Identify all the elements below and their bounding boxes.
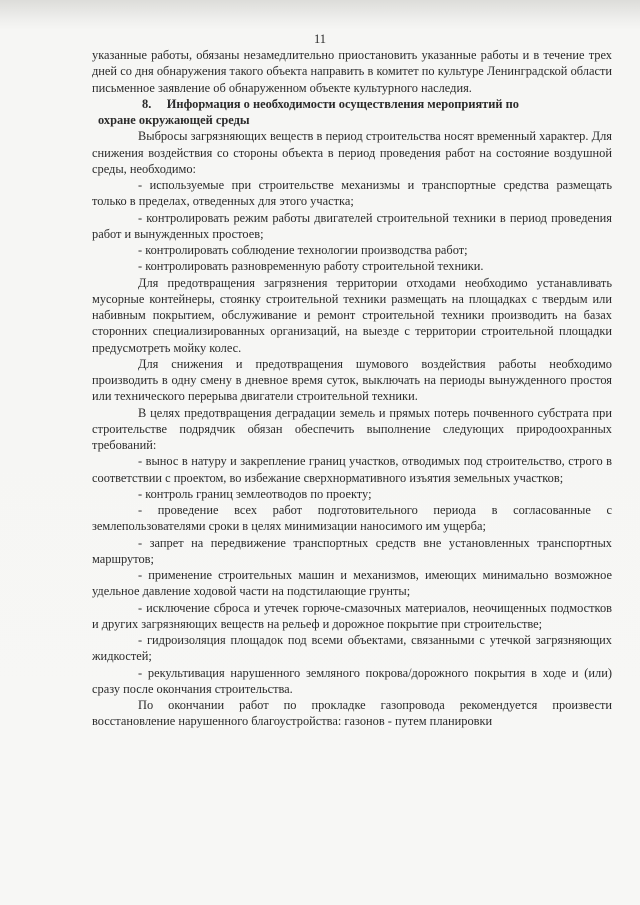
paragraph-restoration: По окончании работ по прокладке газопровода рекомендуется произвести восстановление нарушенного благоустройства: газонов - путем планировки	[92, 698, 612, 729]
paragraph-soil: В целях предотвращения деградации земель и прямых потерь почвенного субстрата при строительстве подрядчик обязан обеспечить выполнение следующих природоохранных требований:	[92, 405, 612, 452]
list-item: - гидроизоляция площадок под всеми объектами, связанными с утечкой загрязняющих жидкостей;	[92, 633, 612, 664]
document-body	[92, 47, 612, 730]
paragraph-noise: Для снижения и предотвращения шумового воздействия работы необходимо производить в одну смену в дневное время суток, выключать на периоды вынужденного простоя или технического перерыва двигатели строительной техники.	[92, 356, 612, 404]
list-item: - проведение всех работ подготовительного периода в согласованные с землепользователями сроки в целях минимизации наносимого им ущерба;	[92, 503, 612, 534]
list-item: - применение строительных машин и механизмов, имеющих минимально возможное удельное давление ходовой части на подстилающие грунты;	[92, 568, 612, 599]
list-item: - рекультивация нарушенного земляного покрова/дорожного покрытия в ходе и (или) сразу после окончания строительства.	[92, 665, 612, 696]
intro-paragraph: указанные работы, обязаны незамедлительно приостановить указанные работы и в течение трех дней со дня обнаружения такого объекта направить в комитет по культуре Ленинградской области письменное заявление об обнаруженном объекте культурного наследия.	[92, 48, 612, 95]
list-item: - контролировать режим работы двигателей строительной техники в период проведения работ и вынужденных простоев;	[92, 210, 612, 241]
list-item: - контролировать соблюдение технологии производства работ;	[138, 243, 468, 257]
paragraph-emissions: Выбросы загрязняющих веществ в период строительства носят временный характер. Для снижения воздействия со стороны объекта в период проведения работ на состояние воздушной среды, необходимо:	[92, 129, 612, 176]
list-item: - контроль границ землеотводов по проекту;	[138, 486, 372, 501]
section-number: 8.	[142, 96, 152, 111]
scan-top-shadow	[0, 0, 640, 30]
list-item: - контролировать разновременную работу строительной техники.	[138, 259, 484, 274]
page-number: 11	[313, 32, 327, 46]
list-item: - используемые при строительстве механизмы и транспортные средства размещать только в пределах, отведенных для этого участка;	[92, 178, 612, 209]
paragraph-waste: Для предотвращения загрязнения территории отходами необходимо устанавливать мусорные контейнеры, стоянку строительной техники размещать на площадках с твердым или набивным покрытием, обслуживание и ремонт строительной техники производить на базах сторонних специализированных организаций, на выезде с территории строительной площадки предусмотреть мойку колес.	[92, 275, 612, 355]
section-title-line1: Информация о необходимости осуществления мероприятий по	[166, 96, 519, 111]
list-item: - запрет на передвижение транспортных средств вне установленных транспортных маршрутов;	[92, 535, 612, 566]
section-title-line2: охране окружающей среды	[98, 113, 250, 127]
list-item: - исключение сброса и утечек горюче-смазочных материалов, неочищенных подмостков и других загрязняющих веществ на рельеф и дорожное покрытие при строительстве;	[92, 600, 612, 631]
section-heading	[92, 96, 612, 129]
list-item: - вынос в натуру и закрепление границ участков, отводимых под строительство, строго в соответствии с проектом, во избежание сверхнормативного изъятия земельных участков;	[92, 454, 612, 485]
